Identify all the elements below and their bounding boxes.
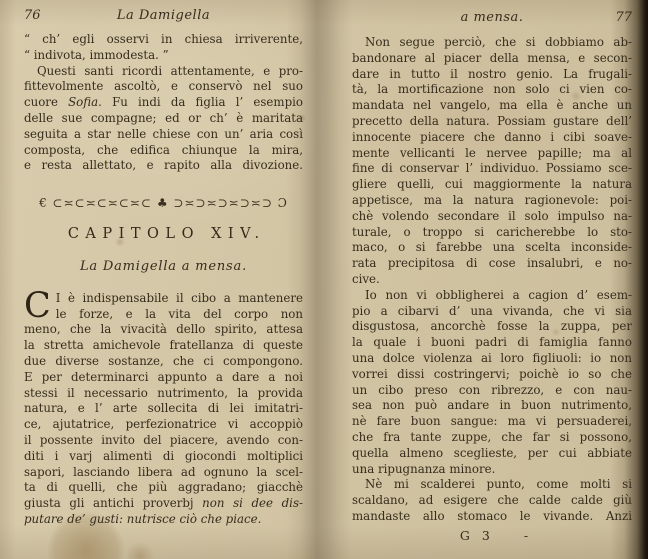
text-line: fittevolmente ascoltò, e conservò nel suo xyxy=(24,79,303,94)
running-title-right: a mensa. xyxy=(460,10,524,25)
drop-cap: C xyxy=(24,285,51,326)
text-line: E per determinarci appunto a dare a noi xyxy=(24,369,303,384)
signature-label: G 3 xyxy=(459,527,494,543)
left-page xyxy=(24,8,303,528)
text-line: la stretta amichevole fratellanza di queste xyxy=(24,338,303,353)
signature-dash: - xyxy=(523,527,529,543)
text-line: il possente invito del piacere, avendo con- xyxy=(24,432,303,447)
text-line: Questi santi ricordi attentamente, e pro- xyxy=(37,63,303,78)
text-line: sea non può andare in buon nutrimento, xyxy=(352,398,632,413)
ornament-divider: € ⊂≍⊂≍⊂≍⊂≍⊂ ♣ ⊃≍⊃≍⊃≍⊃≍⊃ Ɔ xyxy=(39,196,288,211)
text-line: che fra tante zuppe, che far si possono, xyxy=(352,429,632,444)
text-line: Nè mi scalderei punto, come molti si xyxy=(365,477,632,492)
quoted-text-block xyxy=(24,32,303,64)
right-paragraph-1 xyxy=(352,35,632,288)
text-line: putare de’ gusti: nutrisce ciò che piace. xyxy=(24,511,262,526)
page-number-right: 77 xyxy=(615,10,632,25)
text-line: la quale i buoni padri di famiglia fanno xyxy=(352,335,632,350)
text-line: sapori, lasciando libera ad ognuno la scel- xyxy=(24,464,303,479)
text-line: una ripugnanza minore. xyxy=(352,461,496,476)
text-line: seguita a star nelle chiese con un’ aria così xyxy=(24,126,303,141)
text-line: turale, o troppo si caricherebbe lo sto- xyxy=(352,224,632,239)
text-line: composta, che edifica chiunque la mira, xyxy=(24,142,303,157)
left-paragraph xyxy=(24,64,303,175)
text-line: mente vellicanti le nervee papille; ma al xyxy=(352,145,632,160)
chapter-body xyxy=(24,285,303,528)
text-line: meno, che la vivacità dello spirito, attesa xyxy=(24,322,303,337)
text-line: rata precipitosa di cose insalubri, e no- xyxy=(352,256,632,271)
text-line: un cibo preso con ribrezzo, e con nau- xyxy=(352,382,632,397)
text-line: dare in tutto il nostro genio. La frugali- xyxy=(352,66,632,81)
text-line: appetisce, ma la natura ragionevole: poi- xyxy=(352,192,632,207)
text-line: I è indispensabile il cibo a mantenere xyxy=(55,290,303,305)
text-line: vorrei dissi costringervi; poichè io so che xyxy=(352,366,632,381)
right-running-head xyxy=(352,10,632,28)
page-number-left: 76 xyxy=(24,8,41,23)
text-line: giusta gli antichi proverbj non si dee dis- xyxy=(24,496,303,511)
text-line: maco, o si farebbe una scelta inconside- xyxy=(352,240,632,255)
text-line: scaldano, ad esigere che calde calde giù xyxy=(352,493,632,508)
right-paragraph-2 xyxy=(352,288,632,478)
text-line: “ indivota, immodesta. ” xyxy=(24,47,169,62)
text-line: Non segue perciò, che si dobbiamo ab- xyxy=(365,35,632,49)
text-line: una dolce violenza ai loro figliuoli: io non xyxy=(352,350,632,365)
text-line: stessi il necessario nutrimento, la provida xyxy=(24,385,303,400)
right-page xyxy=(352,10,632,544)
text-line: quella almeno sceglieste, per cui abbiate xyxy=(352,445,632,460)
text-line: cive. xyxy=(352,271,380,286)
text-line: due diverse sostanze, che ci compongono. xyxy=(24,353,303,368)
left-running-head xyxy=(24,8,303,26)
chapter-heading: CAPITOLO XIV. xyxy=(67,226,266,243)
text-line: Io non vi obbligherei a cagion d’ esem- xyxy=(365,287,632,302)
text-line: gliere quelli, cui maggiormente la natura xyxy=(352,177,632,192)
text-line: ce, ajutatrice, perfezionatrice vi accoppiò xyxy=(24,417,303,432)
text-line: pio a cibarvi d’ una vivanda, che vi sia xyxy=(352,303,632,318)
text-line: innocente piacere che danno i cibi soave- xyxy=(352,129,632,144)
text-line: disgustosa, ancorchè fosse la zuppa, per xyxy=(352,319,632,334)
text-line: mandaste allo stomaco le vivande. Anzi xyxy=(352,508,632,523)
signature-mark xyxy=(352,528,632,544)
text-line: ta di quelli, che più aggradano; giacchè xyxy=(24,480,303,495)
text-line: tà, la mortificazione non solo ci vien co- xyxy=(352,82,632,97)
text-line: chè volendo secondare il solo impulso na- xyxy=(352,208,632,223)
text-line: bandonare al piacer della mensa, e secon- xyxy=(352,50,632,65)
text-line: e resta allettato, e rapito alla divozione. xyxy=(24,158,303,173)
text-line: fine di conservar l’ individuo. Possiamo sce- xyxy=(352,161,632,176)
text-line: le forze, e la vita del corpo non xyxy=(55,306,303,321)
text-line: natura, e l’ arte sollecita di lei imitatri- xyxy=(24,401,303,416)
chapter-subtitle: La Damigella a mensa. xyxy=(79,258,248,274)
text-line: “ ch’ egli osservi in chiesa irriverente, xyxy=(24,32,303,46)
text-line: delle sue compagne; ed or ch’ è maritata xyxy=(24,110,303,125)
text-line: cuore Sofia. Fu indi da figlia l’ esempio xyxy=(24,95,303,110)
running-title-left: La Damigella xyxy=(116,8,211,23)
text-line: nè fare buon sangue: ma vi persuaderei, xyxy=(352,414,632,429)
right-paragraph-3 xyxy=(352,477,632,524)
text-line: mandata nel vangelo, ma ella è anche un xyxy=(352,98,632,113)
text-line: diti i varj alimenti di giocondi moltiplici xyxy=(24,448,303,463)
text-line: precetto della natura. Possiam gustare dell’ xyxy=(352,113,632,128)
